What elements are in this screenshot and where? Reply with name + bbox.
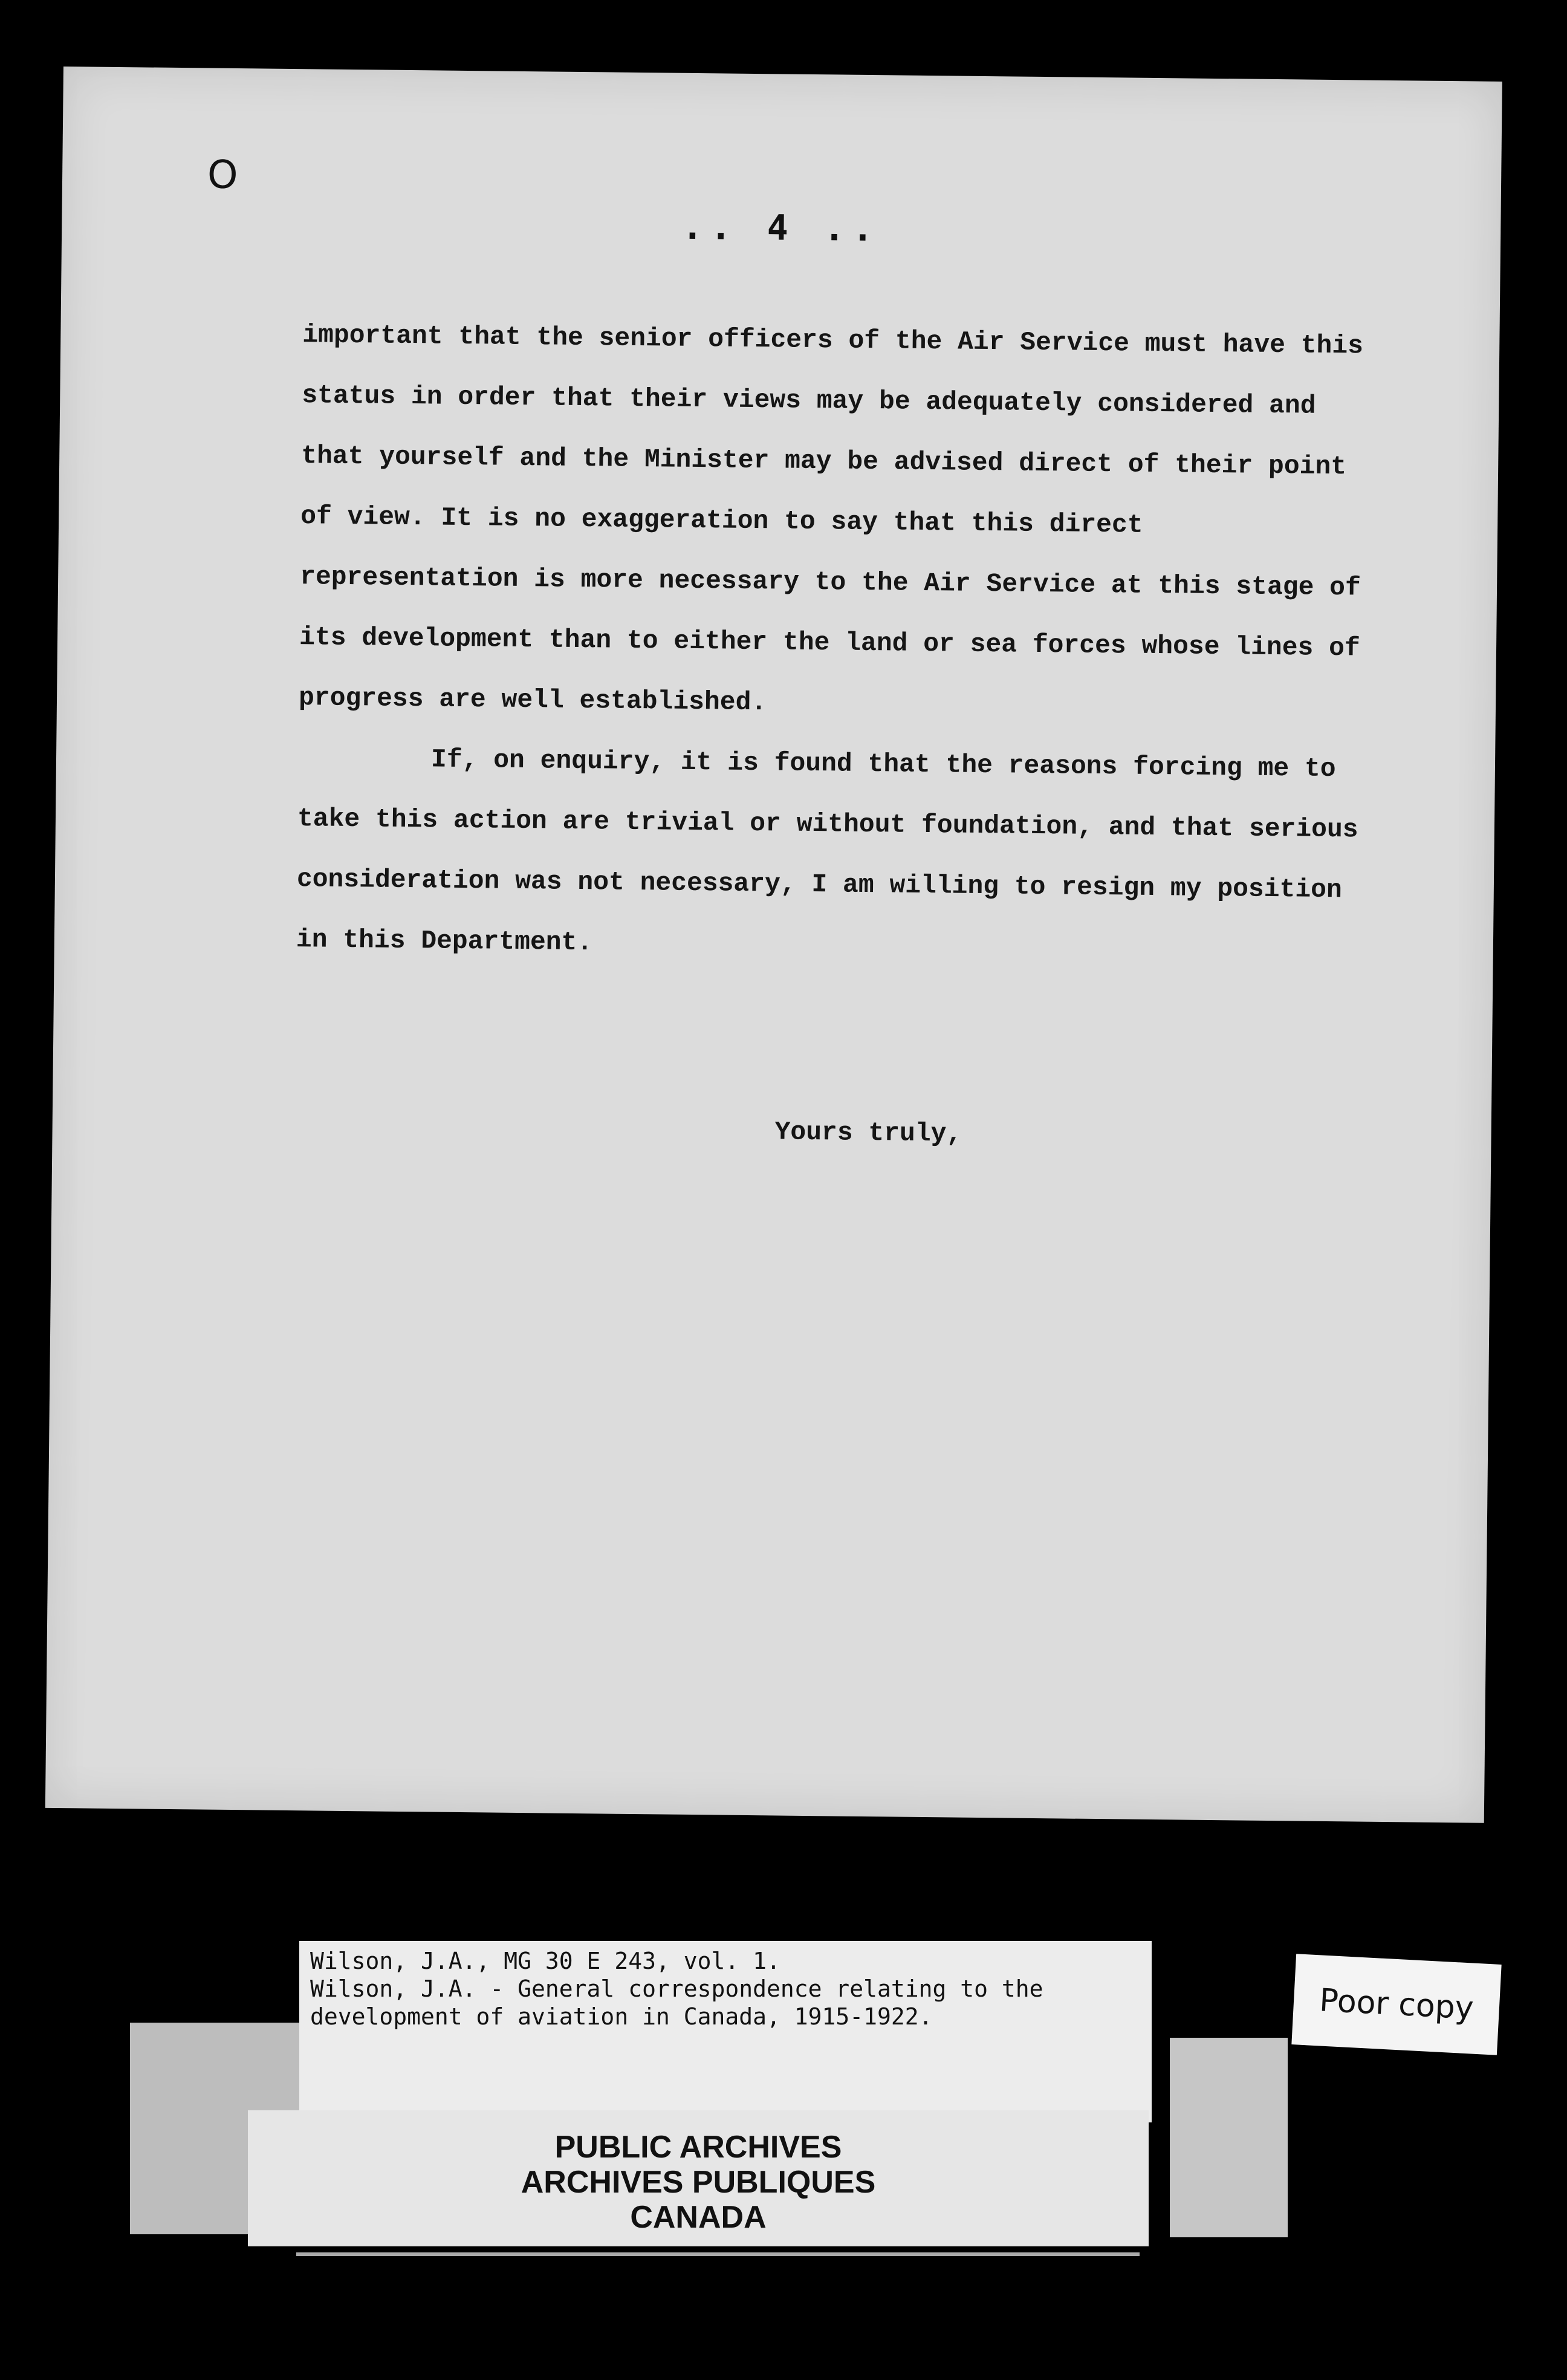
archive-label: [299, 1941, 1152, 2122]
page-number: .. 4 ..: [681, 206, 881, 250]
document-page: [45, 67, 1502, 1823]
archives-band-line: ARCHIVES PUBLIQUES: [521, 2165, 876, 2200]
card-holder-right: [1170, 2038, 1288, 2237]
archive-label-line: Wilson, J.A., MG 30 E 243, vol. 1.: [310, 1948, 780, 1974]
corner-mark: O: [207, 152, 238, 198]
archives-band-line: PUBLIC ARCHIVES: [554, 2130, 842, 2165]
divider: [296, 2252, 1140, 2256]
paragraph-2: If, on enquiry, it is found that the reasons forcing me to take this action are trivial or without foundation, and that serious consideration was not necessary, I am willing to resign my position in this Department.: [296, 744, 1358, 958]
archives-band-line: CANADA: [630, 2200, 767, 2235]
archive-label-line: Wilson, J.A. - General correspondence relating to the: [310, 1975, 1043, 2002]
archives-band: [248, 2110, 1149, 2246]
letter-body: [296, 305, 1366, 981]
paragraph-1: important that the senior officers of the Air Service must have this status in order that their views may be adequately considered and that yourself and the Minister may be advised direct of their point of view. It is no exaggeration to say that this direct representation is more necessary to the Air Service at this stage of its development than to either the land or sea forces whose lines of progress are well established.: [298, 320, 1364, 718]
poor-copy-note: Poor copy: [1291, 1954, 1501, 2055]
closing: Yours truly,: [774, 1117, 962, 1149]
archive-label-line: development of aviation in Canada, 1915-1922.: [310, 2003, 933, 2030]
